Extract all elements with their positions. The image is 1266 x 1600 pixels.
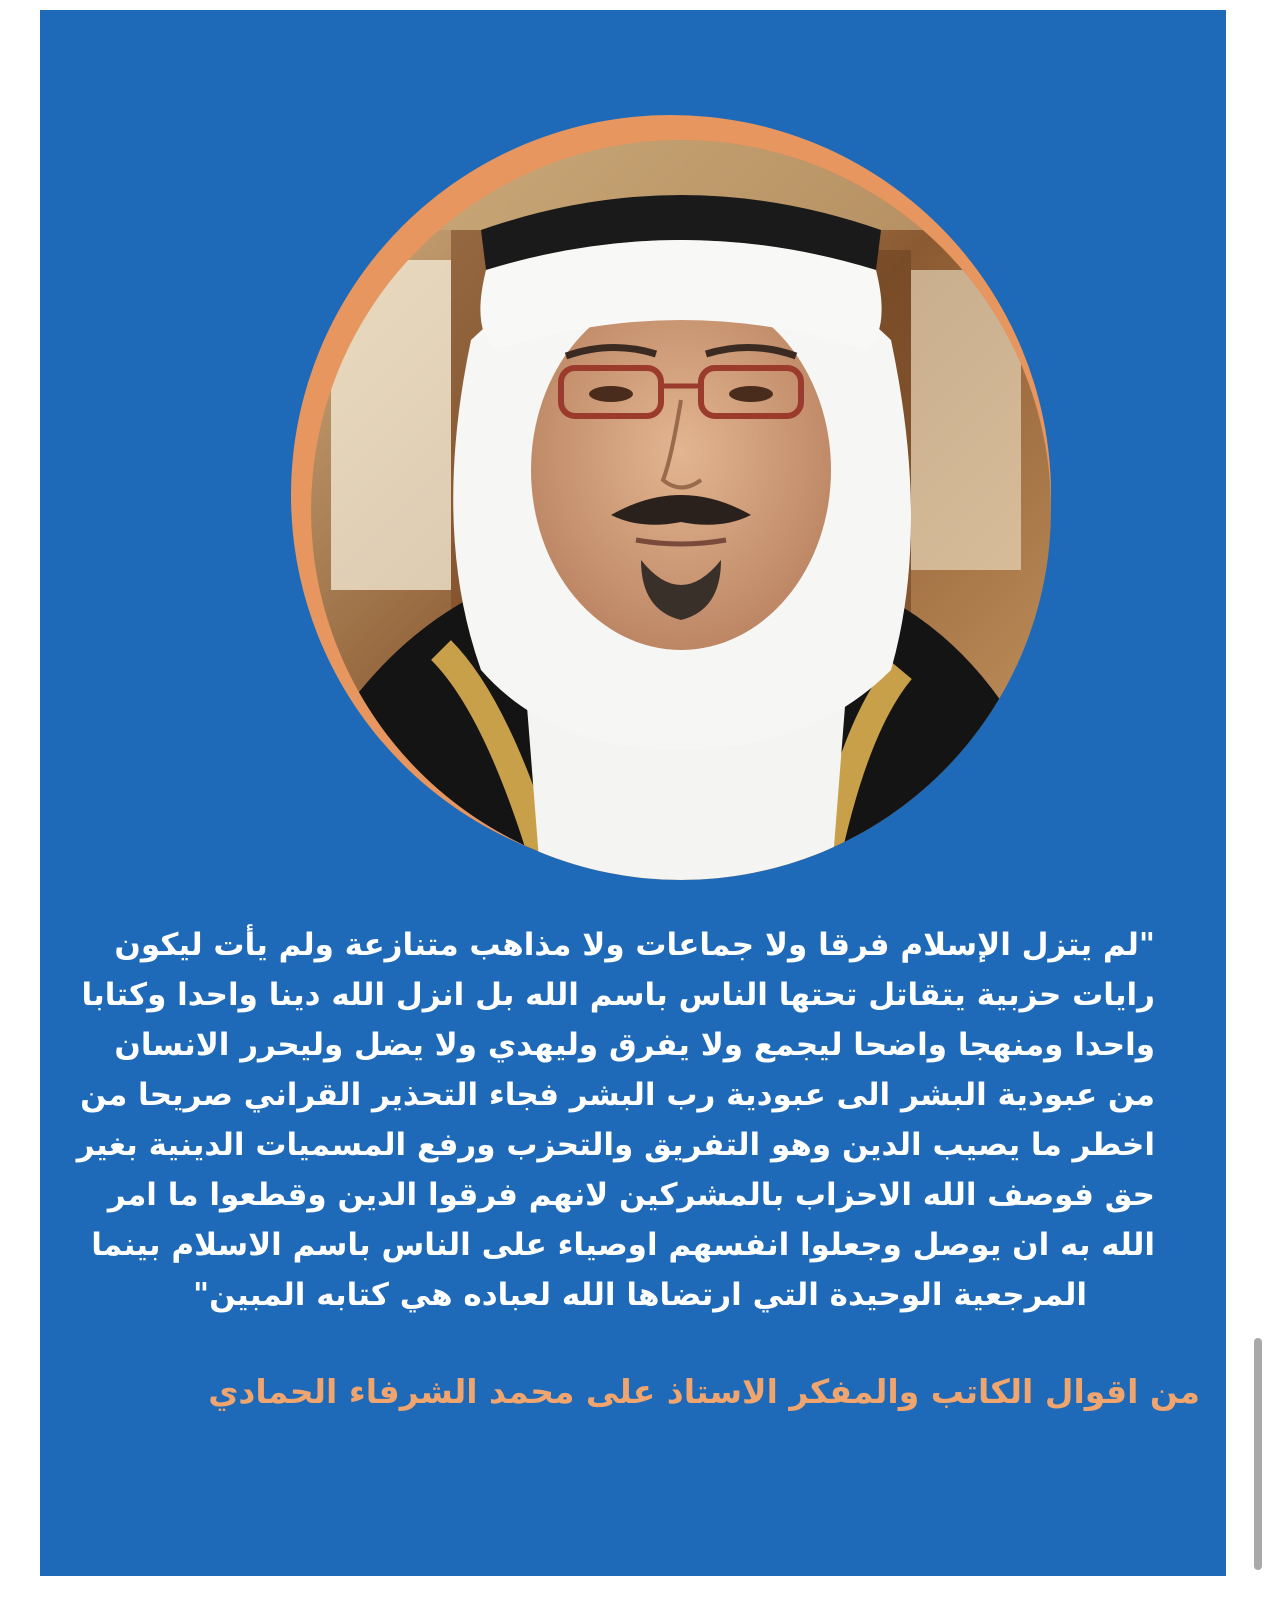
quote-line: من عبودية البشر الى عبودية رب البشر فجاء التحذير القراني صريحا من [80, 1077, 1155, 1113]
quote-line: رايات حزبية يتقاتل تحتها الناس باسم الله بل انزل الله دينا واحدا وكتابا [81, 977, 1155, 1013]
quote-line: الله به ان يوصل وجعلوا انفسهم اوصياء على الناس باسم الاسلام بينما [91, 1227, 1155, 1263]
quote-line: واحدا ومنهجا واضحا ليجمع ولا يفرق وليهدي ولا يضل وليحرر الانسان [114, 1027, 1155, 1063]
quote-line: اخطر ما يصيب الدين وهو التفريق والتحزب ورفع المسميات الدينية بغير [76, 1127, 1155, 1163]
attribution-text: من اقوال الكاتب والمفكر الاستاذ على محمد الشرفاء الحمادي [208, 1372, 1200, 1411]
portrait-frame [291, 110, 1051, 885]
quote-line: حق فوصف الله الاحزاب بالمشركين لانهم فرقوا الدين وقطعوا ما امر [107, 1177, 1155, 1213]
scrollbar-thumb[interactable] [1254, 1338, 1262, 1570]
quote-text [76, 920, 1155, 1320]
quote-line: المرجعية الوحيدة التي ارتضاها الله لعباده هي كتابه المبين" [193, 1277, 1087, 1313]
quote-line: "لم يتزل الإسلام فرقا ولا جماعات ولا مذاهب متنازعة ولم يأت ليكون [114, 927, 1155, 963]
person-portrait-icon [291, 110, 1051, 885]
quote-card [40, 10, 1226, 1576]
